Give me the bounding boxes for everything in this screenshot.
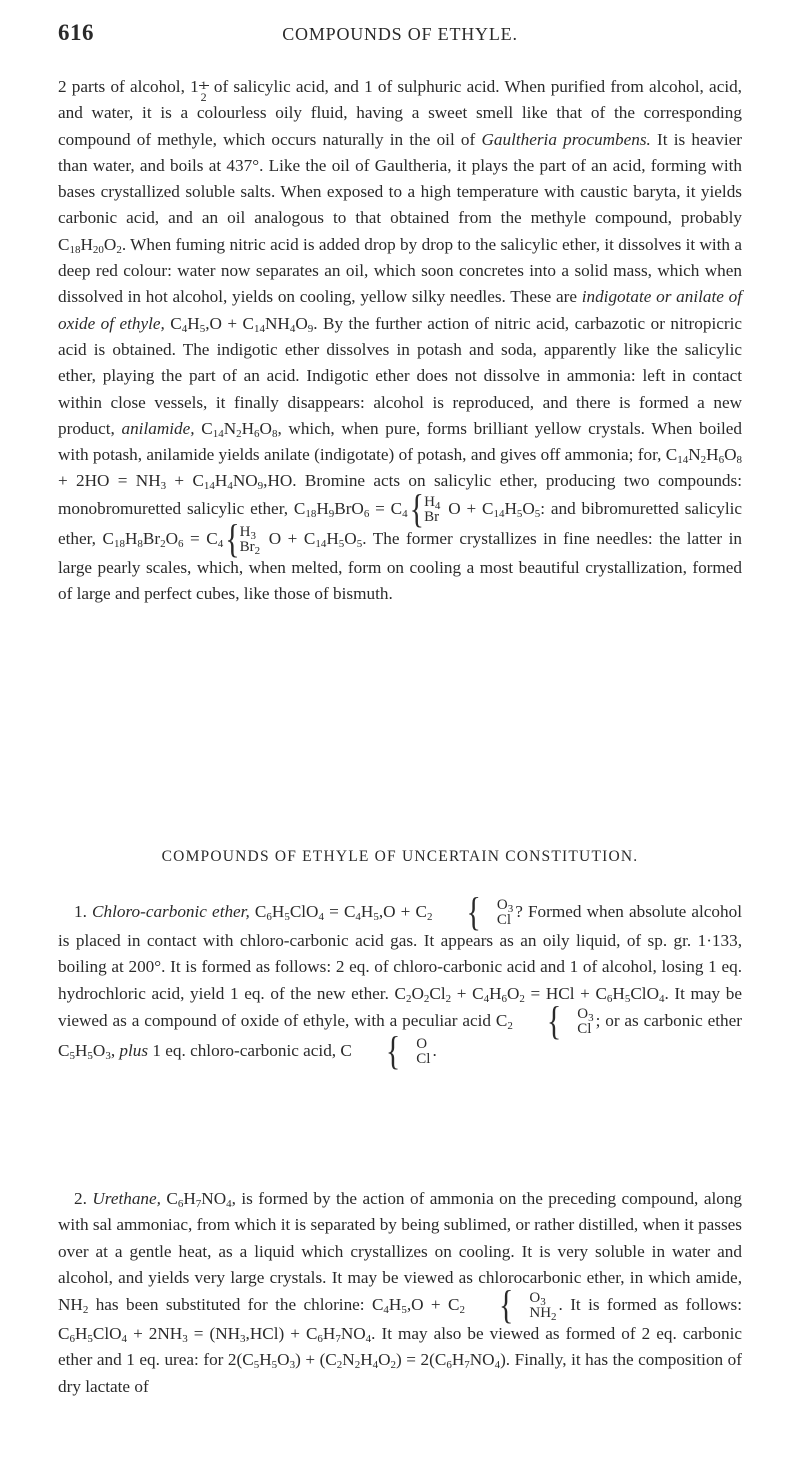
formula-brace: { O Cl — [385, 1028, 431, 1074]
paragraph-salicylic-ether: 2 parts of alcohol, 1 1 2 of salicylic acid, and 1 of sulphuric acid. When purified from alcohol, acid, and water, it is a colourless oily fluid, having a sweet smell like that of the corresponding compound of methyle, which occurs naturally in the oil of Gaultheria procumbens. It is heavier than water, and boils at 437°. Like the oil of Gaultheria, it plays the part of an acid, forming with bases crystallized soluble salts. When exposed to a high temperature with caustic baryta, it yields carbonic acid, and an oil analogous to that obtained from the methyle compound, probably $C_{18}H_{20}O_2$. When fuming nitric acid is added drop by drop to the salicylic ether, it dissolves it with a deep red colour: water now separates an oil, which soon concretes into a solid mass, which when dissolved in hot alcohol, yields on cooling, yellow silky needles. These are indigotate or anilate of oxide of ethyle, $C_4H_5,O + C_{14}NH_4O_9$. By the further action of nitric acid, carbazotic or nitropicric acid is obtained. The indigotic ether dissolves in potash and soda, apparently like the salicylic ether, playing the part of an acid. Indigotic ether does not dissolve in ammonia: left in contact within close vessels, it finally disappears: alcohol is reproduced, and there is formed a new product, anilamide, $C_{14}N_2H_6O_8$, which, when pure, forms brilliant yellow crystals. When boiled with potash, anilamide yields anilate (indigotate) of potash, and gives off ammonia; for, $C_{14}N_2H_6O_8 + 2HO = NH_3 + C_{14}H_4NO_9,HO$. Bromine acts on salicylic ether, producing two compounds: monobromuretted salicylic ether, $C_{18}H_9BrO_6 = C_4${ $H_4$ Br $O + C_{14}H_5O_5$: and bibromuretted salicylic ether, $C_{18}H_8Br_2O_6 = C_4${ $H_3$ $Br_2$ $O + C_{14}H_5O_5$. The former crystallizes in fine needles: the latter in large pearly scales, which, when melted, form on cooling a most beautiful crystallization, formed of large and perfect cubes, like those of bismuth. — [58, 77, 742, 604]
page-number: 616 — [58, 20, 94, 45]
formula-brace: { $O_3$ Cl — [466, 890, 514, 935]
paragraph-chloro-carbonic-ether: 1. Chloro-carbonic ether, $C_6H_5ClO_4 = C_4H_5,O + C_2$ { $O_3$ Cl ? Formed when absolute alcohol is placed in contact with chloro-carbonic acid gas. It appears as an oily liquid, of sp. gr. 1·133, boiling at 200°. It is formed as follows: 2 eq. of chloro-carbonic acid and 1 of alcohol, losing 1 eq. hydrochloric acid, yield 1 eq. of the new ether. $C_2O_2Cl_2 + C_4H_6O_2$ = HCl + $C_6H_5ClO_4$. It may be viewed as a compound of oxide of ethyle, with a peculiar acid $C_2$ { $O_3$ Cl ; or as carbonic ether $C_5H_5O_3$, plus 1 eq. chloro-carbonic acid, C { O Cl . — [58, 890, 742, 1074]
section-heading: COMPOUNDS OF ETHYLE OF UNCERTAIN CONSTITUTION. — [161, 848, 639, 865]
formula-brace: { $O_3$ $NH_2$ — [498, 1283, 557, 1328]
running-head: COMPOUNDS OF ETHYLE. — [282, 24, 518, 44]
page-header — [58, 20, 742, 60]
formula-brace: { $H_4$ Br — [409, 486, 441, 532]
fraction-half: 1 2 — [200, 78, 207, 104]
paragraph-urethane: 2. Urethane, $C_6H_7NO_4$, is formed by the action of ammonia on the preceding compound, along with sal ammoniac, from which it is separated by being sublimed, or rather distilled, when it passes over at a gentle heat, as a liquid which crystallizes on cooling. It is very soluble in water and alcohol, and yields very large crystals. It may be viewed as chlorocarbonic ether, in which amide, $NH_2$ has been substituted for the chlorine: $C_4H_5,O + C_2$ { $O_3$ $NH_2$ . It is formed as follows: $C_6H_5ClO_4 + 2NH_3 = (NH_3,HCl) + C_6H_7NO_4$. It may also be viewed as formed of 2 eq. carbonic ether and 1 eq. urea: for $2(C_5H_5O_3) + (C_2N_2H_4O_2) = 2(C_6H_7NO_4)$. Finally, it has the composition of dry lactate of — [58, 1189, 743, 1396]
formula-brace: { $O_3$ Cl — [546, 998, 594, 1044]
formula-brace: { $H_3$ $Br_2$ — [225, 516, 261, 562]
